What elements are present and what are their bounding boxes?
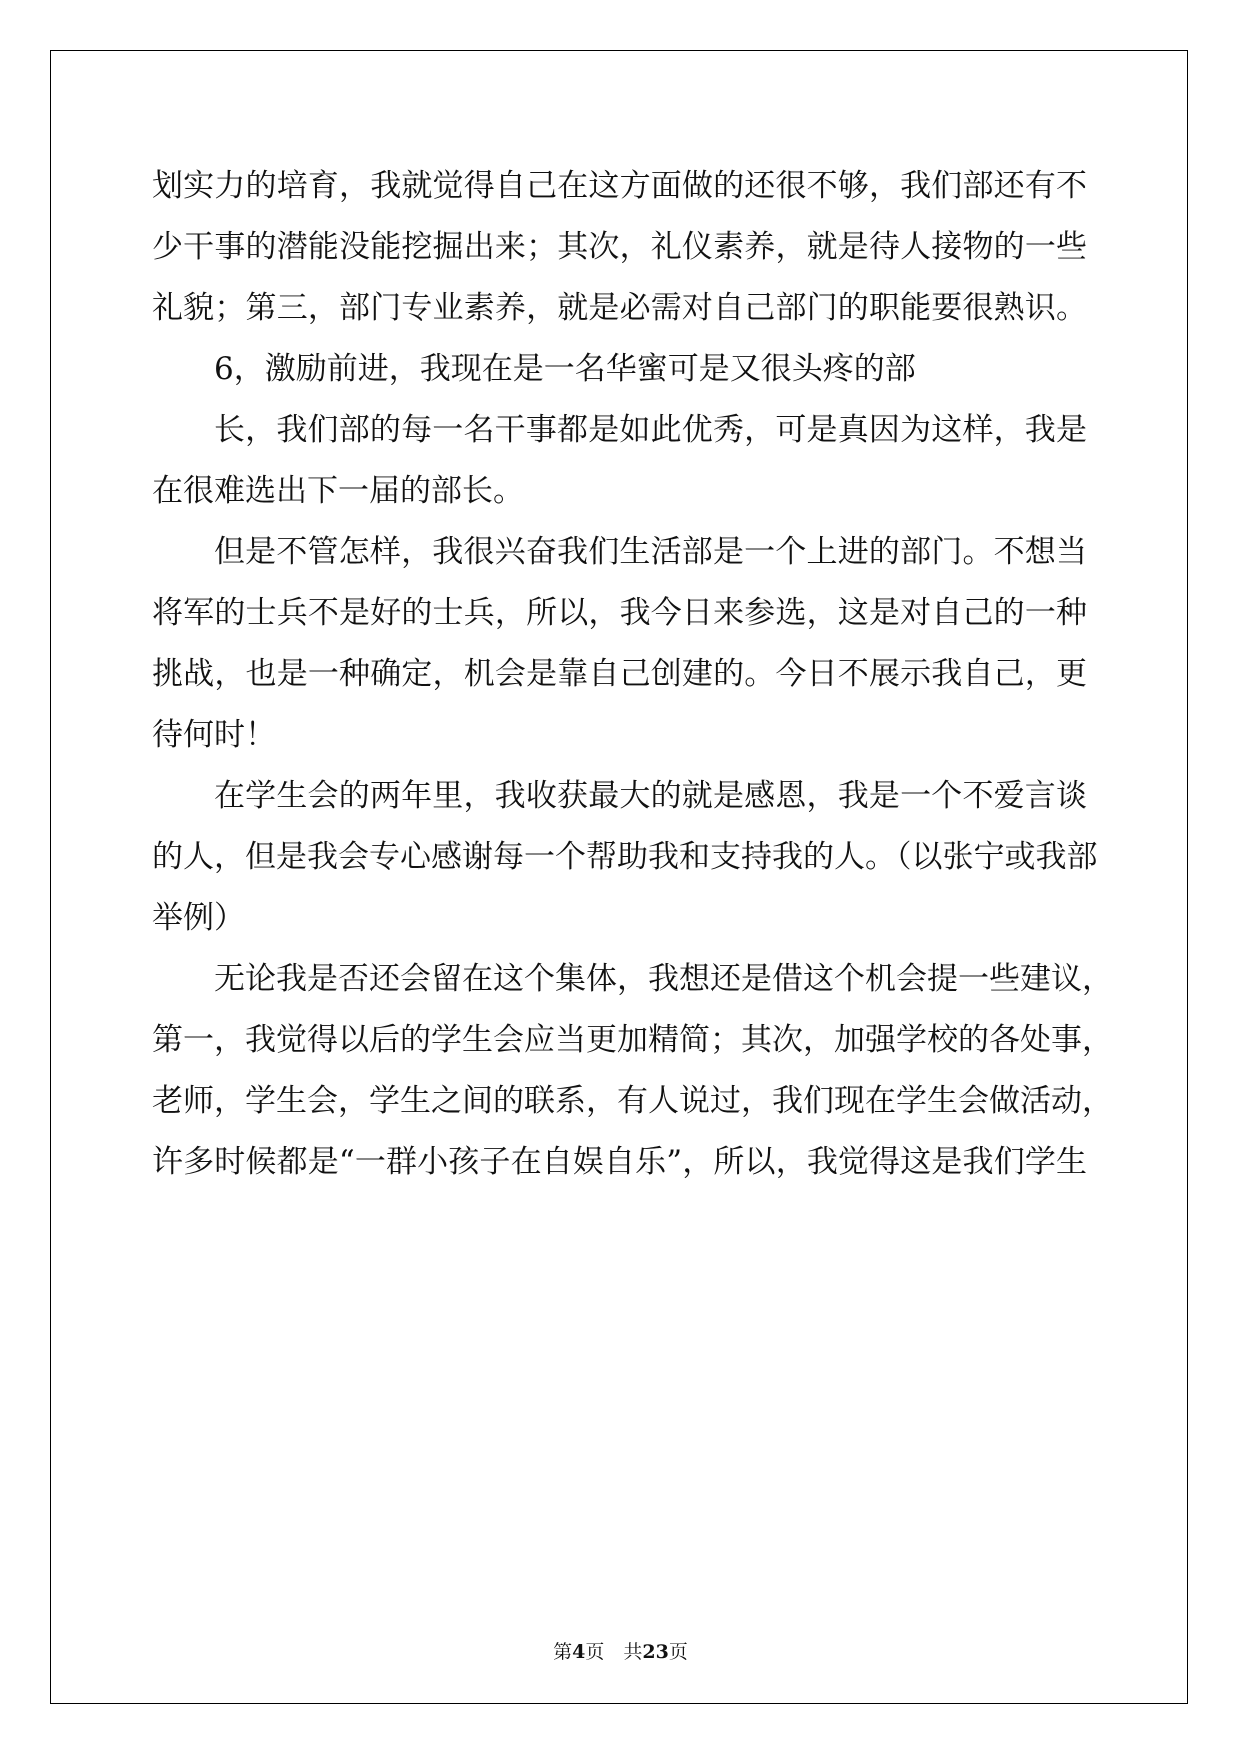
text-line: 但是不管怎样，我很兴奋我们生活部是一个上进的部门。不想当 <box>214 534 1087 570</box>
footer-suffix: 页 <box>668 1641 688 1663</box>
text-line: 的人，但是我会专心感谢每一个帮助我和支持我的人。（以张宁或我部 <box>152 839 1098 875</box>
text-line: 老师，学生会，学生之间的联系，有人说过，我们现在学生会做活动， <box>152 1083 1113 1119</box>
text-line: 在学生会的两年里，我收获最大的就是感恩，我是一个不爱言谈 <box>214 778 1087 814</box>
text-line: 礼貌；第三，部门专业素养，就是必需对自己部门的职能要很熟识。 <box>152 290 1087 326</box>
text-line: 许多时候都是“一群小孩子在自娱自乐”，所以，我觉得这是我们学生 <box>152 1144 1087 1180</box>
text-line: 挑战，也是一种确定，机会是靠自己创建的。今日不展示我自己，更 <box>152 656 1087 692</box>
text-line: 划实力的培育，我就觉得自己在这方面做的还很不够，我们部还有不 <box>152 168 1087 204</box>
text-line: 6，激励前进，我现在是一名华蜜可是又很头疼的部 <box>214 351 916 387</box>
current-page-number: 4 <box>572 1641 586 1663</box>
footer-prefix: 第 <box>553 1641 573 1663</box>
total-pages-number: 23 <box>642 1641 669 1663</box>
text-line: 第一，我觉得以后的学生会应当更加精简；其次，加强学校的各处事， <box>152 1022 1113 1058</box>
text-line: 少干事的潜能没能挖掘出来；其次，礼仪素养，就是待人接物的一些 <box>152 229 1087 265</box>
text-line: 在很难选出下一届的部长。 <box>152 473 524 509</box>
text-line: 无论我是否还会留在这个集体，我想还是借这个机会提一些建议， <box>214 961 1113 997</box>
page-footer <box>0 1637 1241 1664</box>
text-line: 将军的士兵不是好的士兵，所以，我今日来参选，这是对自己的一种 <box>152 595 1087 631</box>
text-line: 举例） <box>152 900 245 936</box>
footer-mid: 页 共 <box>585 1641 643 1663</box>
text-line: 长，我们部的每一名干事都是如此优秀，可是真因为这样，我是 <box>214 412 1087 448</box>
text-line: 待何时！ <box>152 717 276 753</box>
